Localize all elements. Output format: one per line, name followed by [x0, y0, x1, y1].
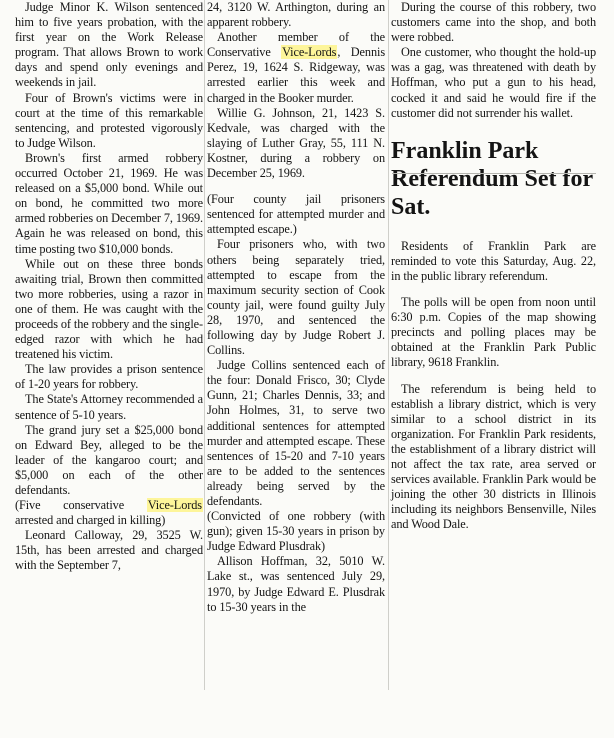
- text-run: arrested and charged in killing): [15, 513, 166, 528]
- paragraph: Judge Collins sentenced each of the four: Donald Frisco, 30; Clyde Gunn, 21; Charles Dennis, 33; and John Holmes, 31, to serve two additional sentences for attempted murder and attempted escape. These sentences of 15-20 and 7-10 years are to be added to the sentences already being served by the defendants.: [207, 358, 385, 508]
- highlighted-term: Vice-Lords: [282, 45, 337, 60]
- paragraph: One customer, who thought the hold-up was a gag, was threatened with death by Hoffman, who put a gun to his head, cocked it and said he would fire if the customer did not surrender his wallet.: [391, 45, 596, 120]
- paragraph: 24, 3120 W. Arthington, during an apparent robbery.: [207, 0, 385, 30]
- article-column-2: [207, 0, 385, 615]
- paragraph: The law provides a prison sentence of 1-20 years for robbery.: [15, 362, 203, 392]
- text-run: Another member of the Conservative: [207, 30, 385, 60]
- paragraph: Four of Brown's victims were in court at the time of this remarkable sentencing, and protested vigorously to Judge Wilson.: [15, 90, 203, 150]
- paragraph: The State's Attorney recommended a sentence of 5-10 years.: [15, 392, 203, 422]
- paragraph: [207, 30, 385, 105]
- paragraph: Residents of Franklin Park are reminded to vote this Saturday, Aug. 22, in the public library referendum.: [391, 238, 596, 283]
- spacer: [391, 371, 596, 382]
- paragraph: Willie G. Johnson, 21, 1423 S. Kedvale, was charged with the slaying of Luther Gray, 55, 111 N. Kostner, during a robbery on December 25, 1969.: [207, 105, 385, 181]
- subhead-paragraph: [15, 498, 203, 528]
- column-divider: [388, 0, 389, 690]
- paragraph: The polls will be open from noon until 6:30 p.m. Copies of the map showing precincts and polling places may be obtained at the Franklin Park Public library, 9618 Franklin.: [391, 295, 596, 370]
- paragraph: Allison Hoffman, 32, 5010 W. Lake st., was sentenced July 29, 1970, by Judge Edward E. Plusdrak to 15-30 years in the: [207, 554, 385, 614]
- paragraph: While out on these three bonds awaiting trial, Brown then committed two more robberies, using a razor in one of them. He was caught with the proceeds of the robbery and the single-edged razor with which he had treatened his victim.: [15, 256, 203, 362]
- spacer: [391, 284, 596, 295]
- text-run: , Dennis Perez, 19, 1624 S. Ridgeway, was arrested earlier this week and charged in the Booker murder.: [207, 45, 385, 105]
- paragraph: Brown's first armed robbery occurred October 21, 1969. He was released on a $5,000 bond. While out on bond, he committed two more armed robberies on December 7, 1969. Again he was released on bond, this time posting two $10,000 bonds.: [15, 150, 203, 256]
- headline: Franklin Park Referendum Set for Sat.: [391, 137, 593, 220]
- text-run: (Five conservative: [15, 498, 147, 513]
- paragraph: The referendum is being held to establish a library district, which is very similar to a school district in its organization. For Franklin Park residents, the establishment of a library district will not affect the tax rate, area served or services available. Franklin Park would be joining the other 30 districts in Illinois including its neighbors Bensenville, Niles and Wood Dale.: [391, 381, 596, 532]
- article-column-3: [391, 0, 596, 532]
- highlighted-term: Vice-Lords: [147, 498, 202, 513]
- paragraph: During the course of this robbery, two customers came into the shop, and both were robbed.: [391, 0, 596, 45]
- paragraph: Leonard Calloway, 29, 3525 W. 15th, has been arrested and charged with the September 7,: [15, 528, 203, 573]
- subhead-paragraph: (Four county jail prisoners sentenced for attempted murder and attempted escape.): [207, 192, 385, 237]
- paragraph: Judge Minor K. Wilson sentenced him to five years probation, with the first year on the Work Release program. That allows Brown to work days and spend only evenings and weekends in jail.: [15, 0, 203, 90]
- spacer: [207, 181, 385, 192]
- paragraph: The grand jury set a $25,000 bond on Edward Bey, alleged to be the leader of the kangaroo court; and $5,000 on each of the other defendants.: [15, 422, 203, 497]
- subhead-paragraph: (Convicted of one robbery (with gun); given 15-30 years in prison by Judge Edward Plusdrak): [207, 509, 385, 554]
- paragraph: Four prisoners who, with two others being separately tried, attempted to escape from the maximum security section of Cook county jail, were found guilty July 28, 1970, and sentenced the following day by Judge Robert J. Collins.: [207, 237, 385, 358]
- column-divider: [204, 0, 205, 690]
- section-rule: [392, 173, 596, 174]
- article-column-1: [15, 0, 203, 574]
